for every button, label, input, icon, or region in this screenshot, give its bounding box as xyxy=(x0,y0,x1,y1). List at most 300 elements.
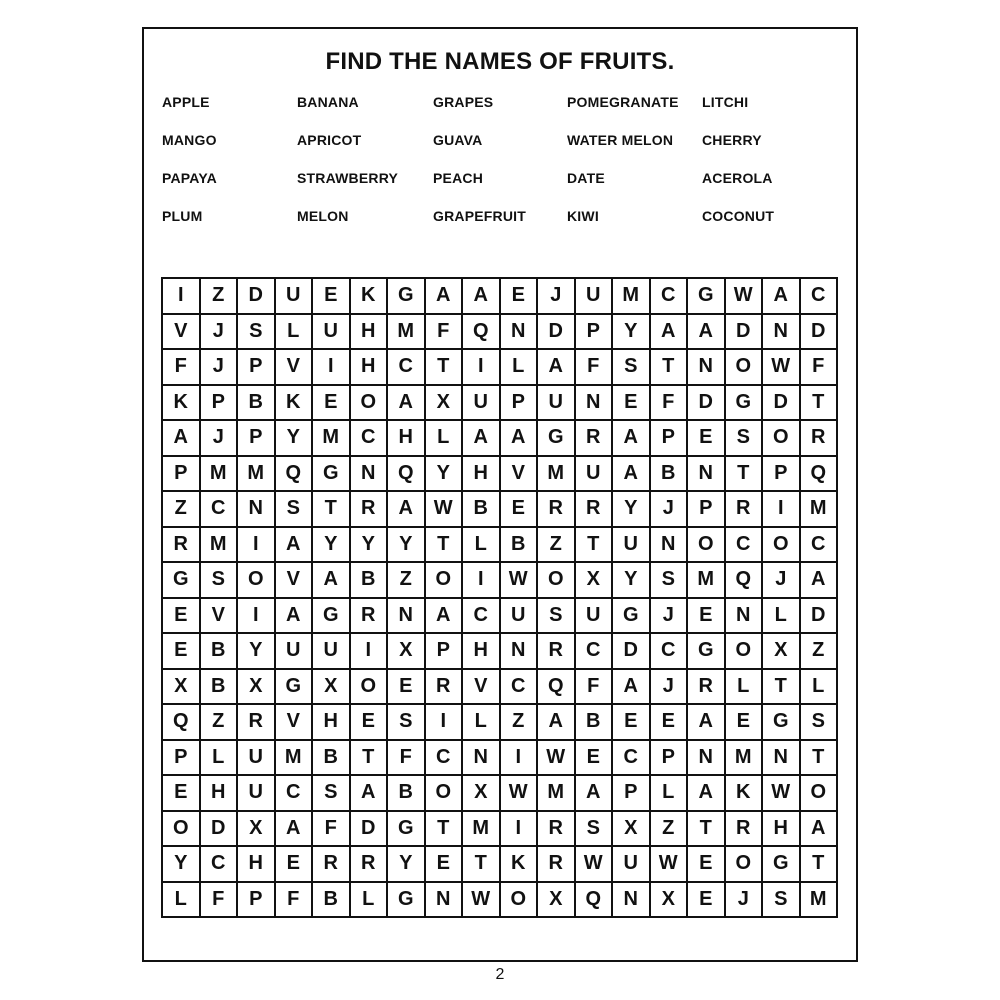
word-list-item: MANGO xyxy=(162,132,217,148)
grid-cell: Y xyxy=(388,847,426,883)
grid-cell: L xyxy=(763,599,801,635)
grid-cell: C xyxy=(276,776,314,812)
grid-cell: B xyxy=(651,457,689,493)
grid-cell: F xyxy=(576,350,614,386)
grid-cell: U xyxy=(276,634,314,670)
grid-cell: R xyxy=(351,847,389,883)
grid-cell: N xyxy=(463,741,501,777)
grid-cell: P xyxy=(426,634,464,670)
grid-cell: H xyxy=(238,847,276,883)
grid-cell: E xyxy=(163,599,201,635)
grid-cell: Q xyxy=(726,563,764,599)
grid-cell: N xyxy=(688,350,726,386)
grid-cell: M xyxy=(201,457,239,493)
grid-cell: O xyxy=(351,670,389,706)
grid-cell: E xyxy=(276,847,314,883)
grid-cell: A xyxy=(763,279,801,315)
grid-cell: N xyxy=(501,315,539,351)
grid-cell: S xyxy=(613,350,651,386)
grid-cell: S xyxy=(388,705,426,741)
grid-cell: L xyxy=(276,315,314,351)
grid-cell: A xyxy=(801,563,839,599)
grid-cell: M xyxy=(201,528,239,564)
grid-cell: Q xyxy=(801,457,839,493)
grid-cell: I xyxy=(501,741,539,777)
grid-cell: W xyxy=(651,847,689,883)
grid-cell: W xyxy=(763,350,801,386)
grid-cell: K xyxy=(726,776,764,812)
grid-cell: M xyxy=(801,883,839,919)
grid-cell: G xyxy=(388,883,426,919)
grid-cell: V xyxy=(276,350,314,386)
grid-cell: U xyxy=(576,279,614,315)
grid-cell: A xyxy=(688,315,726,351)
grid-cell: J xyxy=(201,350,239,386)
grid-cell: R xyxy=(351,492,389,528)
grid-cell: D xyxy=(613,634,651,670)
grid-cell: E xyxy=(688,421,726,457)
page-number: 2 xyxy=(495,966,505,983)
grid-cell: A xyxy=(313,563,351,599)
grid-cell: O xyxy=(763,421,801,457)
grid-cell: S xyxy=(651,563,689,599)
grid-cell: P xyxy=(688,492,726,528)
grid-cell: R xyxy=(538,847,576,883)
grid-cell: Y xyxy=(351,528,389,564)
grid-cell: A xyxy=(651,315,689,351)
grid-cell: H xyxy=(463,457,501,493)
grid-cell: A xyxy=(388,386,426,422)
word-list-item: GRAPEFRUIT xyxy=(433,208,526,224)
grid-cell: R xyxy=(351,599,389,635)
grid-cell: U xyxy=(613,528,651,564)
grid-cell: O xyxy=(726,350,764,386)
grid-cell: M xyxy=(463,812,501,848)
grid-cell: N xyxy=(576,386,614,422)
grid-cell: G xyxy=(726,386,764,422)
word-list-item: POMEGRANATE xyxy=(567,94,679,110)
grid-cell: L xyxy=(163,883,201,919)
grid-cell: N xyxy=(763,315,801,351)
grid-cell: T xyxy=(426,350,464,386)
grid-cell: E xyxy=(726,705,764,741)
grid-cell: A xyxy=(538,705,576,741)
grid-cell: N xyxy=(238,492,276,528)
grid-cell: C xyxy=(576,634,614,670)
grid-cell: B xyxy=(463,492,501,528)
grid-cell: P xyxy=(576,315,614,351)
grid-cell: A xyxy=(276,599,314,635)
grid-cell: L xyxy=(426,421,464,457)
grid-cell: P xyxy=(201,386,239,422)
grid-cell: D xyxy=(801,315,839,351)
grid-cell: I xyxy=(238,528,276,564)
grid-cell: P xyxy=(238,421,276,457)
page-title: FIND THE NAMES OF FRUITS. xyxy=(325,48,675,75)
grid-cell: V xyxy=(501,457,539,493)
grid-cell: B xyxy=(201,670,239,706)
grid-cell: Q xyxy=(388,457,426,493)
grid-cell: E xyxy=(388,670,426,706)
grid-cell: E xyxy=(688,599,726,635)
grid-cell: K xyxy=(501,847,539,883)
grid-cell: A xyxy=(538,350,576,386)
grid-cell: M xyxy=(388,315,426,351)
grid-cell: R xyxy=(163,528,201,564)
grid-cell: X xyxy=(538,883,576,919)
grid-cell: I xyxy=(501,812,539,848)
grid-cell: S xyxy=(576,812,614,848)
grid-cell: H xyxy=(463,634,501,670)
grid-cell: O xyxy=(801,776,839,812)
grid-cell: L xyxy=(351,883,389,919)
letter-grid xyxy=(161,277,838,918)
grid-cell: A xyxy=(388,492,426,528)
grid-cell: U xyxy=(538,386,576,422)
grid-cell: J xyxy=(651,670,689,706)
grid-cell: E xyxy=(313,386,351,422)
grid-cell: R xyxy=(313,847,351,883)
grid-cell: X xyxy=(388,634,426,670)
grid-cell: F xyxy=(801,350,839,386)
word-list-item: WATER MELON xyxy=(567,132,674,148)
grid-cell: Y xyxy=(613,563,651,599)
grid-cell: I xyxy=(463,563,501,599)
grid-cell: Y xyxy=(313,528,351,564)
grid-cell: M xyxy=(688,563,726,599)
grid-cell: U xyxy=(501,599,539,635)
grid-cell: P xyxy=(763,457,801,493)
grid-cell: R xyxy=(726,492,764,528)
grid-cell: W xyxy=(538,741,576,777)
grid-cell: J xyxy=(651,492,689,528)
grid-cell: Y xyxy=(163,847,201,883)
grid-cell: Z xyxy=(501,705,539,741)
grid-cell: C xyxy=(613,741,651,777)
grid-cell: K xyxy=(276,386,314,422)
grid-cell: R xyxy=(801,421,839,457)
grid-cell: D xyxy=(201,812,239,848)
word-list-item: LITCHI xyxy=(702,94,749,110)
grid-cell: O xyxy=(501,883,539,919)
grid-cell: H xyxy=(313,705,351,741)
grid-cell: L xyxy=(726,670,764,706)
grid-cell: G xyxy=(313,457,351,493)
grid-cell: H xyxy=(351,315,389,351)
grid-cell: G xyxy=(313,599,351,635)
grid-cell: C xyxy=(201,847,239,883)
grid-cell: Q xyxy=(576,883,614,919)
grid-cell: X xyxy=(426,386,464,422)
grid-cell: Z xyxy=(388,563,426,599)
grid-cell: N xyxy=(651,528,689,564)
grid-cell: E xyxy=(501,279,539,315)
grid-cell: E xyxy=(651,705,689,741)
grid-cell: Y xyxy=(426,457,464,493)
grid-cell: G xyxy=(276,670,314,706)
grid-cell: S xyxy=(538,599,576,635)
grid-cell: C xyxy=(351,421,389,457)
grid-cell: R xyxy=(688,670,726,706)
grid-cell: X xyxy=(576,563,614,599)
grid-cell: D xyxy=(801,599,839,635)
grid-cell: M xyxy=(538,457,576,493)
grid-cell: O xyxy=(426,563,464,599)
grid-cell: U xyxy=(576,457,614,493)
grid-cell: X xyxy=(613,812,651,848)
grid-cell: E xyxy=(351,705,389,741)
grid-cell: V xyxy=(463,670,501,706)
grid-cell: R xyxy=(726,812,764,848)
word-list-item: APRICOT xyxy=(297,132,362,148)
grid-cell: M xyxy=(538,776,576,812)
grid-cell: B xyxy=(388,776,426,812)
grid-cell: C xyxy=(426,741,464,777)
grid-cell: L xyxy=(463,528,501,564)
grid-cell: E xyxy=(163,776,201,812)
grid-cell: F xyxy=(388,741,426,777)
grid-cell: W xyxy=(501,776,539,812)
grid-cell: T xyxy=(351,741,389,777)
grid-cell: K xyxy=(163,386,201,422)
grid-cell: A xyxy=(163,421,201,457)
grid-cell: O xyxy=(726,847,764,883)
grid-cell: A xyxy=(688,776,726,812)
grid-cell: M xyxy=(801,492,839,528)
grid-cell: D xyxy=(238,279,276,315)
grid-cell: J xyxy=(763,563,801,599)
grid-cell: F xyxy=(163,350,201,386)
grid-cell: Z xyxy=(163,492,201,528)
grid-cell: H xyxy=(351,350,389,386)
grid-cell: U xyxy=(463,386,501,422)
grid-cell: U xyxy=(238,776,276,812)
grid-cell: S xyxy=(726,421,764,457)
grid-cell: N xyxy=(688,741,726,777)
grid-cell: T xyxy=(463,847,501,883)
grid-cell: D xyxy=(763,386,801,422)
grid-cell: O xyxy=(538,563,576,599)
grid-cell: T xyxy=(801,386,839,422)
grid-cell: G xyxy=(763,847,801,883)
grid-cell: T xyxy=(688,812,726,848)
grid-cell: W xyxy=(426,492,464,528)
grid-cell: U xyxy=(613,847,651,883)
grid-cell: A xyxy=(351,776,389,812)
grid-cell: G xyxy=(388,812,426,848)
grid-cell: D xyxy=(538,315,576,351)
grid-cell: I xyxy=(351,634,389,670)
grid-cell: W xyxy=(763,776,801,812)
grid-cell: E xyxy=(688,847,726,883)
grid-cell: P xyxy=(651,741,689,777)
grid-cell: E xyxy=(426,847,464,883)
grid-cell: O xyxy=(688,528,726,564)
grid-cell: C xyxy=(463,599,501,635)
grid-cell: E xyxy=(163,634,201,670)
grid-cell: O xyxy=(726,634,764,670)
grid-cell: Y xyxy=(276,421,314,457)
grid-cell: W xyxy=(463,883,501,919)
word-list-item: ACEROLA xyxy=(702,170,773,186)
grid-cell: R xyxy=(426,670,464,706)
grid-cell: L xyxy=(651,776,689,812)
grid-cell: O xyxy=(163,812,201,848)
grid-cell: N xyxy=(426,883,464,919)
grid-cell: X xyxy=(313,670,351,706)
word-list-item: STRAWBERRY xyxy=(297,170,399,186)
grid-cell: L xyxy=(201,741,239,777)
grid-cell: C xyxy=(388,350,426,386)
grid-cell: L xyxy=(463,705,501,741)
grid-cell: Q xyxy=(276,457,314,493)
grid-cell: C xyxy=(801,528,839,564)
grid-cell: R xyxy=(538,492,576,528)
grid-cell: A xyxy=(463,421,501,457)
grid-cell: Y xyxy=(613,492,651,528)
grid-cell: S xyxy=(763,883,801,919)
grid-cell: J xyxy=(726,883,764,919)
word-list xyxy=(162,94,842,246)
grid-cell: M xyxy=(276,741,314,777)
grid-cell: W xyxy=(726,279,764,315)
grid-cell: N xyxy=(501,634,539,670)
grid-cell: X xyxy=(463,776,501,812)
grid-cell: F xyxy=(651,386,689,422)
grid-cell: P xyxy=(651,421,689,457)
grid-cell: B xyxy=(238,386,276,422)
grid-cell: B xyxy=(313,741,351,777)
grid-cell: J xyxy=(538,279,576,315)
grid-cell: A xyxy=(426,599,464,635)
grid-cell: P xyxy=(501,386,539,422)
grid-cell: T xyxy=(576,528,614,564)
grid-cell: U xyxy=(238,741,276,777)
grid-cell: D xyxy=(688,386,726,422)
grid-cell: O xyxy=(426,776,464,812)
word-list-item: GUAVA xyxy=(433,132,483,148)
grid-cell: S xyxy=(201,563,239,599)
grid-cell: M xyxy=(313,421,351,457)
grid-cell: Z xyxy=(801,634,839,670)
grid-cell: F xyxy=(576,670,614,706)
grid-cell: U xyxy=(313,315,351,351)
word-list-item: APPLE xyxy=(162,94,210,110)
grid-cell: E xyxy=(313,279,351,315)
grid-cell: C xyxy=(501,670,539,706)
grid-cell: I xyxy=(463,350,501,386)
grid-cell: G xyxy=(613,599,651,635)
grid-cell: F xyxy=(276,883,314,919)
grid-cell: O xyxy=(238,563,276,599)
grid-cell: A xyxy=(801,812,839,848)
grid-cell: E xyxy=(501,492,539,528)
grid-cell: T xyxy=(313,492,351,528)
grid-cell: I xyxy=(763,492,801,528)
grid-cell: S xyxy=(238,315,276,351)
grid-cell: P xyxy=(613,776,651,812)
grid-cell: F xyxy=(201,883,239,919)
word-list-item: DATE xyxy=(567,170,605,186)
grid-cell: Y xyxy=(388,528,426,564)
grid-cell: Q xyxy=(163,705,201,741)
grid-cell: U xyxy=(313,634,351,670)
grid-cell: S xyxy=(276,492,314,528)
grid-cell: N xyxy=(613,883,651,919)
grid-cell: X xyxy=(238,670,276,706)
grid-cell: E xyxy=(613,386,651,422)
grid-cell: X xyxy=(238,812,276,848)
grid-cell: C xyxy=(651,634,689,670)
grid-cell: F xyxy=(426,315,464,351)
grid-cell: P xyxy=(238,350,276,386)
grid-cell: C xyxy=(801,279,839,315)
grid-cell: T xyxy=(763,670,801,706)
grid-cell: E xyxy=(613,705,651,741)
grid-cell: G xyxy=(163,563,201,599)
word-list-item: MELON xyxy=(297,208,349,224)
grid-cell: B xyxy=(351,563,389,599)
grid-cell: Z xyxy=(201,705,239,741)
grid-cell: M xyxy=(613,279,651,315)
grid-cell: R xyxy=(576,421,614,457)
grid-cell: D xyxy=(726,315,764,351)
grid-cell: S xyxy=(313,776,351,812)
word-list-item: KIWI xyxy=(567,208,599,224)
grid-cell: G xyxy=(388,279,426,315)
grid-cell: Y xyxy=(613,315,651,351)
grid-cell: T xyxy=(801,847,839,883)
word-list-item: GRAPES xyxy=(433,94,494,110)
grid-cell: L xyxy=(501,350,539,386)
grid-cell: A xyxy=(576,776,614,812)
grid-cell: N xyxy=(688,457,726,493)
grid-cell: B xyxy=(201,634,239,670)
grid-cell: R xyxy=(538,634,576,670)
grid-cell: V xyxy=(163,315,201,351)
grid-cell: K xyxy=(351,279,389,315)
grid-cell: S xyxy=(801,705,839,741)
grid-cell: R xyxy=(538,812,576,848)
grid-cell: R xyxy=(238,705,276,741)
grid-cell: T xyxy=(651,350,689,386)
grid-cell: H xyxy=(201,776,239,812)
grid-cell: Z xyxy=(201,279,239,315)
grid-cell: I xyxy=(313,350,351,386)
grid-cell: Z xyxy=(538,528,576,564)
grid-cell: U xyxy=(276,279,314,315)
grid-cell: I xyxy=(426,705,464,741)
grid-cell: B xyxy=(576,705,614,741)
grid-cell: T xyxy=(426,528,464,564)
grid-cell: H xyxy=(763,812,801,848)
grid-cell: G xyxy=(538,421,576,457)
grid-cell: G xyxy=(688,634,726,670)
grid-cell: G xyxy=(763,705,801,741)
grid-cell: N xyxy=(351,457,389,493)
grid-cell: M xyxy=(726,741,764,777)
grid-cell: A xyxy=(688,705,726,741)
grid-cell: N xyxy=(763,741,801,777)
word-list-item: BANANA xyxy=(297,94,359,110)
grid-cell: N xyxy=(388,599,426,635)
grid-cell: X xyxy=(163,670,201,706)
grid-cell: X xyxy=(651,883,689,919)
grid-cell: A xyxy=(613,670,651,706)
grid-cell: J xyxy=(201,315,239,351)
grid-cell: E xyxy=(576,741,614,777)
grid-cell: A xyxy=(426,279,464,315)
